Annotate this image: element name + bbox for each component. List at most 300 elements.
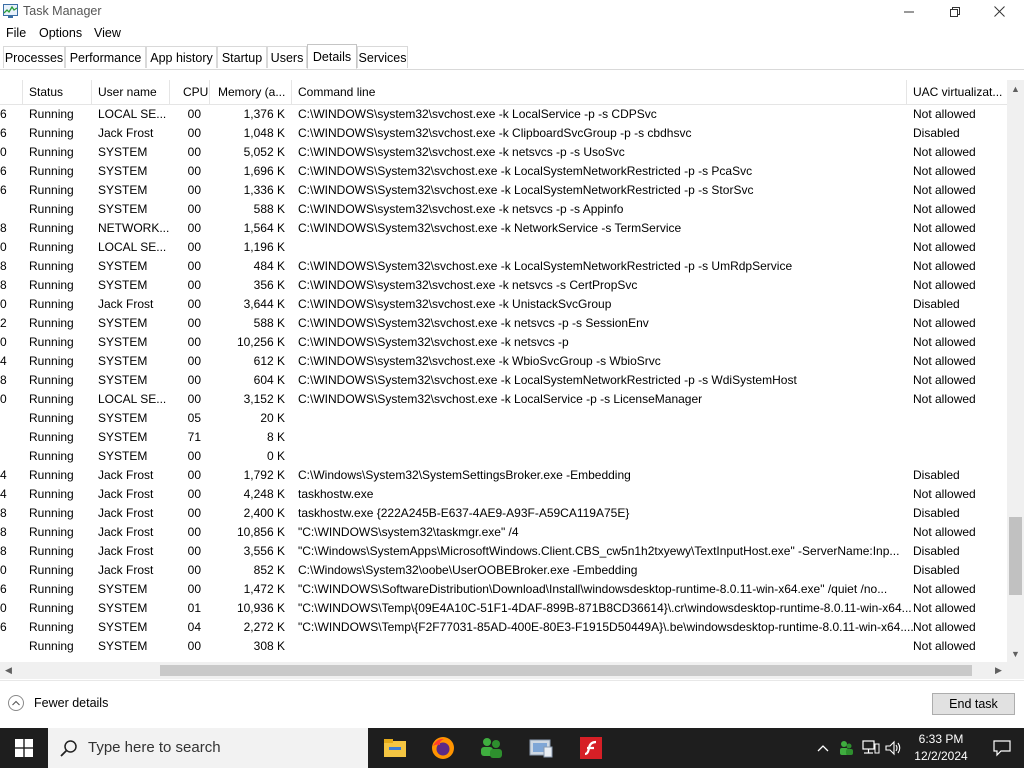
cell-command-line: C:\WINDOWS\system32\svchost.exe -k ClipboardSvcGroup -p -s cbdhsvc (298, 126, 692, 140)
cell-memory: 20 K (260, 411, 285, 425)
table-row[interactable] (0, 485, 1007, 504)
scroll-up-arrow-icon[interactable]: ▲ (1011, 83, 1020, 94)
table-header (0, 80, 1007, 105)
table-row[interactable] (0, 352, 1007, 371)
tab-services[interactable]: Services (357, 46, 408, 68)
cell-uac-virtualization: Not allowed (913, 525, 976, 539)
cell-cpu: 00 (187, 468, 201, 482)
cell-pid: 6 (0, 620, 7, 634)
cell-status: Running (29, 525, 74, 539)
cell-user-name: SYSTEM (98, 430, 148, 444)
cell-pid (0, 428, 6, 447)
cell-status: Running (29, 278, 74, 292)
cell-pid: 0 (0, 145, 7, 159)
cell-user-name: Jack Frost (98, 487, 154, 501)
cell-cpu: 00 (187, 126, 201, 140)
cell-status: Running (29, 392, 74, 406)
cell-status: Running (29, 240, 74, 254)
cell-memory: 1,792 K (243, 468, 285, 482)
cell-cpu: 01 (187, 601, 201, 615)
column-header-status[interactable]: Status (29, 85, 64, 99)
cell-user-name: SYSTEM (98, 582, 148, 596)
cell-command-line: taskhostw.exe {222A245B-E637-4AE9-A93F-A59CA119A75E} (298, 506, 630, 520)
cell-user-name: SYSTEM (98, 411, 148, 425)
cell-memory: 0 K (266, 449, 285, 463)
cell-cpu: 71 (187, 430, 201, 444)
cell-pid: 0 (0, 601, 7, 615)
table-row[interactable] (0, 200, 1007, 219)
cell-cpu: 05 (187, 411, 201, 425)
cell-uac-virtualization: Disabled (913, 468, 960, 482)
end-task-button[interactable]: End task (932, 693, 1015, 715)
cell-pid (0, 447, 6, 466)
cell-memory: 588 K (253, 202, 285, 216)
cell-command-line (298, 409, 905, 428)
cell-uac-virtualization: Not allowed (913, 164, 976, 178)
minimize-button[interactable] (886, 0, 932, 23)
cell-memory: 4,248 K (243, 487, 285, 501)
cell-status: Running (29, 145, 74, 159)
table-row[interactable] (0, 257, 1007, 276)
tab-processes[interactable]: Processes (3, 46, 65, 68)
menu-file[interactable]: File (6, 26, 27, 40)
cell-status: Running (29, 506, 74, 520)
cell-pid: 0 (0, 563, 7, 577)
cell-memory: 1,472 K (243, 582, 285, 596)
cell-uac-virtualization: Not allowed (913, 145, 976, 159)
cell-status: Running (29, 183, 74, 197)
cell-status: Running (29, 126, 74, 140)
cell-status: Running (29, 449, 74, 463)
cell-memory: 356 K (253, 278, 285, 292)
column-header-uac-virtualization[interactable]: UAC virtualizat... (913, 85, 1003, 99)
table-row[interactable] (0, 580, 1007, 599)
table-row[interactable] (0, 333, 1007, 352)
cell-uac-virtualization: Disabled (913, 297, 960, 311)
cell-user-name: Jack Frost (98, 544, 154, 558)
cell-uac-virtualization (913, 428, 1005, 447)
table-row[interactable] (0, 105, 1007, 124)
cell-uac-virtualization: Not allowed (913, 487, 976, 501)
cell-pid: 0 (0, 392, 7, 406)
cell-status: Running (29, 411, 74, 425)
cell-pid: 6 (0, 164, 7, 178)
tab-strip (0, 43, 1024, 70)
cell-cpu: 00 (187, 487, 201, 501)
start-button[interactable] (0, 728, 48, 768)
cell-uac-virtualization: Disabled (913, 544, 960, 558)
cell-command-line: "C:\WINDOWS\Temp\{F2F77031-85AD-400E-80E3-F1915D50449A}\.be\windowsdesktop-runtime-8.0.11-win-x64.... (298, 620, 914, 634)
cell-memory: 588 K (253, 316, 285, 330)
table-row[interactable] (0, 637, 1007, 656)
table-row[interactable] (0, 371, 1007, 390)
cell-status: Running (29, 639, 74, 653)
cell-cpu: 00 (187, 639, 201, 653)
taskbar (0, 728, 1024, 768)
cell-status: Running (29, 430, 74, 444)
taskbar-control-panel[interactable] (518, 728, 564, 768)
cell-command-line: C:\WINDOWS\System32\svchost.exe -k netsvcs -p -s SessionEnv (298, 316, 649, 330)
cell-pid: 4 (0, 468, 7, 482)
column-header-command-line[interactable]: Command line (298, 85, 376, 99)
cell-cpu: 00 (187, 221, 201, 235)
table-row[interactable] (0, 599, 1007, 618)
cell-pid: 8 (0, 259, 7, 273)
cell-uac-virtualization: Not allowed (913, 316, 976, 330)
cell-status: Running (29, 373, 74, 387)
cell-pid: 0 (0, 240, 7, 254)
cell-memory: 10,936 K (236, 601, 285, 615)
cell-status: Running (29, 468, 74, 482)
cell-user-name: Jack Frost (98, 563, 154, 577)
cell-user-name: SYSTEM (98, 449, 148, 463)
fewer-details-button[interactable] (8, 695, 108, 711)
vertical-scroll-thumb[interactable] (1009, 517, 1022, 595)
minimize-icon (904, 7, 914, 17)
cell-pid: 8 (0, 525, 7, 539)
cell-memory: 1,196 K (243, 240, 285, 254)
tab-performance[interactable]: Performance (65, 46, 146, 68)
cell-memory: 3,556 K (243, 544, 285, 558)
cell-status: Running (29, 601, 74, 615)
taskbar-network-users[interactable] (468, 728, 514, 768)
cell-user-name: SYSTEM (98, 259, 148, 273)
cell-user-name: SYSTEM (98, 164, 148, 178)
cell-uac-virtualization: Not allowed (913, 639, 976, 653)
cell-command-line: C:\WINDOWS\System32\svchost.exe -k LocalSystemNetworkRestricted -p -s PcaSvc (298, 164, 753, 178)
cell-pid: 8 (0, 373, 7, 387)
table-row[interactable] (0, 314, 1007, 333)
cell-pid: 8 (0, 278, 7, 292)
cell-status: Running (29, 221, 74, 235)
menu-bar (0, 23, 1024, 43)
close-button[interactable] (976, 0, 1022, 23)
cell-pid: 6 (0, 582, 7, 596)
network-icon (862, 740, 880, 756)
cell-uac-virtualization: Not allowed (913, 240, 976, 254)
cell-status: Running (29, 544, 74, 558)
cell-user-name: SYSTEM (98, 620, 148, 634)
scroll-corner (1007, 662, 1024, 679)
cell-cpu: 00 (187, 240, 201, 254)
column-header-cpu[interactable]: CPU (183, 85, 209, 99)
cell-user-name: SYSTEM (98, 183, 148, 197)
cell-uac-virtualization: Not allowed (913, 601, 976, 615)
cell-command-line (298, 637, 905, 656)
cell-command-line: "C:\WINDOWS\system32\taskmgr.exe" /4 (298, 525, 519, 539)
cell-pid: 6 (0, 107, 7, 121)
cell-pid: 2 (0, 316, 7, 330)
cell-uac-virtualization: Disabled (913, 506, 960, 520)
cell-user-name: SYSTEM (98, 373, 148, 387)
network-users-icon (478, 736, 504, 760)
cell-pid: 6 (0, 183, 7, 197)
network-users-tray-icon (838, 740, 854, 756)
cell-memory: 1,048 K (243, 126, 285, 140)
footer (0, 680, 1024, 729)
tray-network[interactable] (860, 728, 882, 768)
cell-status: Running (29, 297, 74, 311)
menu-options[interactable]: Options (39, 26, 83, 40)
cell-memory: 852 K (253, 563, 285, 577)
cell-pid: 8 (0, 221, 7, 235)
maximize-button[interactable] (932, 0, 978, 23)
cell-cpu: 00 (187, 449, 201, 463)
table-row[interactable] (0, 504, 1007, 523)
table-row[interactable] (0, 143, 1007, 162)
action-center-button[interactable] (980, 728, 1024, 768)
search-placeholder: Type here to search (88, 739, 221, 756)
clock-date: 12/2/2024 (914, 749, 968, 763)
clock-time: 6:33 PM (918, 732, 964, 746)
cell-user-name: SYSTEM (98, 202, 148, 216)
cell-cpu: 00 (187, 145, 201, 159)
cell-command-line: "C:\WINDOWS\Temp\{09E4A10C-51F1-4DAF-899B-871B8CD36614}\.cr\windowsdesktop-runtime-8.0.11-win-x64... (298, 601, 912, 615)
cell-command-line: C:\WINDOWS\system32\svchost.exe -k netsvcs -p -s Appinfo (298, 202, 624, 216)
cell-command-line: C:\Windows\System32\SystemSettingsBroker.exe -Embedding (298, 468, 631, 482)
cell-user-name: Jack Frost (98, 525, 154, 539)
cell-memory: 3,152 K (243, 392, 285, 406)
cell-user-name: SYSTEM (98, 354, 148, 368)
cell-memory: 10,856 K (236, 525, 285, 539)
cell-uac-virtualization: Not allowed (913, 278, 976, 292)
cell-uac-virtualization: Not allowed (913, 335, 976, 349)
cell-command-line (298, 447, 905, 466)
cell-memory: 308 K (253, 639, 285, 653)
cell-uac-virtualization: Disabled (913, 126, 960, 140)
file-explorer-icon (383, 738, 407, 758)
table-row[interactable] (0, 618, 1007, 637)
cell-command-line: C:\Windows\System32\oobe\UserOOBEBroker.exe -Embedding (298, 563, 638, 577)
cell-uac-virtualization: Not allowed (913, 392, 976, 406)
menu-view[interactable]: View (94, 26, 121, 40)
cell-user-name: NETWORK... (98, 221, 170, 235)
cell-pid: 4 (0, 487, 7, 501)
tab-users[interactable]: Users (267, 46, 307, 68)
cell-command-line (298, 428, 905, 447)
cell-command-line: C:\WINDOWS\System32\svchost.exe -k NetworkService -s TermService (298, 221, 682, 235)
close-icon (994, 6, 1005, 17)
cell-uac-virtualization: Not allowed (913, 373, 976, 387)
cell-uac-virtualization: Not allowed (913, 221, 976, 235)
cell-command-line: "C:\Windows\SystemApps\MicrosoftWindows.Client.CBS_cw5n1h2txyewy\TextInputHost.exe" -ServerName:Inp... (298, 544, 900, 558)
cell-cpu: 04 (187, 620, 201, 634)
cell-uac-virtualization: Not allowed (913, 259, 976, 273)
title-bar (0, 0, 1024, 23)
cell-uac-virtualization: Not allowed (913, 354, 976, 368)
cell-pid: 8 (0, 506, 7, 520)
cell-user-name: SYSTEM (98, 335, 148, 349)
cell-uac-virtualization: Not allowed (913, 582, 976, 596)
chevron-up-icon (817, 744, 829, 752)
column-header-memory[interactable]: Memory (a... (218, 85, 286, 99)
cell-cpu: 00 (187, 316, 201, 330)
cell-memory: 2,400 K (243, 506, 285, 520)
cell-cpu: 00 (187, 335, 201, 349)
cell-status: Running (29, 563, 74, 577)
cell-status: Running (29, 582, 74, 596)
table-row[interactable] (0, 390, 1007, 409)
cell-memory: 10,256 K (236, 335, 285, 349)
flash-player-icon (580, 737, 602, 759)
table-row[interactable] (0, 124, 1007, 143)
cell-cpu: 00 (187, 183, 201, 197)
cell-cpu: 00 (187, 202, 201, 216)
restore-icon (950, 7, 960, 17)
cell-uac-virtualization: Not allowed (913, 107, 976, 121)
cell-status: Running (29, 164, 74, 178)
table-row[interactable] (0, 181, 1007, 200)
cell-memory: 5,052 K (243, 145, 285, 159)
cell-memory: 612 K (253, 354, 285, 368)
control-panel-icon (529, 737, 553, 759)
tab-details[interactable]: Details (307, 44, 357, 69)
cell-pid (0, 637, 6, 656)
cell-uac-virtualization: Disabled (913, 563, 960, 577)
cell-user-name: SYSTEM (98, 278, 148, 292)
table-row[interactable] (0, 561, 1007, 580)
cell-memory: 8 K (266, 430, 285, 444)
cell-cpu: 00 (187, 392, 201, 406)
cell-user-name: LOCAL SE... (98, 107, 167, 121)
cell-memory: 604 K (253, 373, 285, 387)
cell-command-line: C:\WINDOWS\System32\svchost.exe -k LocalSystemNetworkRestricted -p -s StorSvc (298, 183, 754, 197)
search-icon (60, 739, 78, 757)
cell-status: Running (29, 354, 74, 368)
cell-command-line: C:\WINDOWS\system32\svchost.exe -k UnistackSvcGroup (298, 297, 612, 311)
cell-status: Running (29, 202, 74, 216)
table-row[interactable] (0, 542, 1007, 561)
cell-user-name: SYSTEM (98, 145, 148, 159)
cell-memory: 1,336 K (243, 183, 285, 197)
cell-memory: 484 K (253, 259, 285, 273)
cell-cpu: 00 (187, 259, 201, 273)
cell-cpu: 00 (187, 107, 201, 121)
cell-cpu: 00 (187, 582, 201, 596)
horizontal-scrollbar[interactable] (0, 662, 1007, 679)
table-row[interactable] (0, 428, 1007, 447)
scroll-right-arrow-icon[interactable]: ▶ (995, 665, 1002, 675)
cell-status: Running (29, 620, 74, 634)
cell-pid: 4 (0, 354, 7, 368)
table-row[interactable] (0, 238, 1007, 257)
volume-icon (885, 740, 903, 756)
table-row[interactable] (0, 162, 1007, 181)
horizontal-scroll-thumb[interactable] (160, 665, 972, 676)
table-row[interactable] (0, 219, 1007, 238)
cell-pid (0, 200, 6, 219)
taskbar-file-explorer[interactable] (372, 728, 418, 768)
task-manager-icon (3, 4, 18, 18)
cell-pid: 0 (0, 297, 7, 311)
tray-network-users[interactable] (836, 728, 856, 768)
column-header-user-name[interactable]: User name (98, 85, 157, 99)
cell-status: Running (29, 335, 74, 349)
cell-uac-virtualization: Not allowed (913, 620, 976, 634)
cell-cpu: 00 (187, 544, 201, 558)
cell-memory: 1,376 K (243, 107, 285, 121)
cell-command-line: C:\WINDOWS\system32\svchost.exe -k WbioSvcGroup -s WbioSrvc (298, 354, 661, 368)
fewer-details-label: Fewer details (34, 696, 109, 710)
cell-command-line: taskhostw.exe (298, 487, 374, 501)
cell-pid: 8 (0, 544, 7, 558)
cell-cpu: 00 (187, 373, 201, 387)
cell-user-name: Jack Frost (98, 297, 154, 311)
scroll-left-arrow-icon[interactable]: ◀ (5, 665, 12, 675)
cell-status: Running (29, 316, 74, 330)
cell-uac-virtualization (913, 409, 1005, 428)
cell-uac-virtualization: Not allowed (913, 183, 976, 197)
chevron-up-icon (8, 695, 24, 711)
cell-command-line: C:\WINDOWS\System32\svchost.exe -k LocalService -p -s LicenseManager (298, 392, 703, 406)
table-row[interactable] (0, 295, 1007, 314)
scroll-down-arrow-icon[interactable]: ▼ (1011, 648, 1020, 659)
cell-memory: 1,564 K (243, 221, 285, 235)
tray-volume[interactable] (884, 728, 904, 768)
cell-memory: 2,272 K (243, 620, 285, 634)
cell-cpu: 00 (187, 278, 201, 292)
cell-cpu: 00 (187, 525, 201, 539)
cell-user-name: Jack Frost (98, 468, 154, 482)
table-row[interactable] (0, 523, 1007, 542)
cell-cpu: 00 (187, 354, 201, 368)
cell-command-line: C:\WINDOWS\system32\svchost.exe -k netsvcs -p -s UsoSvc (298, 145, 625, 159)
table-row[interactable] (0, 447, 1007, 466)
taskbar-flash-player[interactable] (568, 728, 614, 768)
vertical-scrollbar[interactable] (1007, 80, 1024, 662)
cell-user-name: SYSTEM (98, 601, 148, 615)
cell-uac-virtualization (913, 447, 1005, 466)
cell-memory: 3,644 K (243, 297, 285, 311)
cell-user-name: LOCAL SE... (98, 240, 167, 254)
cell-cpu: 00 (187, 506, 201, 520)
cell-pid (0, 409, 6, 428)
cell-cpu: 00 (187, 164, 201, 178)
cell-uac-virtualization: Not allowed (913, 202, 976, 216)
firefox-icon (431, 736, 455, 760)
tab-startup[interactable]: Startup (217, 46, 267, 68)
taskbar-search-box[interactable] (48, 728, 368, 768)
details-table (0, 80, 1007, 662)
show-hidden-icons-button[interactable] (814, 728, 832, 768)
cell-cpu: 00 (187, 563, 201, 577)
cell-user-name: SYSTEM (98, 316, 148, 330)
window-title: Task Manager (23, 4, 102, 18)
cell-user-name: Jack Frost (98, 506, 154, 520)
cell-memory: 1,696 K (243, 164, 285, 178)
table-row[interactable] (0, 466, 1007, 485)
cell-command-line: C:\WINDOWS\System32\svchost.exe -k LocalSystemNetworkRestricted -p -s WdiSystemHost (298, 373, 797, 387)
cell-command-line: C:\WINDOWS\System32\svchost.exe -k netsvcs -p (298, 335, 569, 349)
cell-user-name: LOCAL SE... (98, 392, 167, 406)
tab-app-history[interactable]: App history (146, 46, 217, 68)
notification-icon (993, 740, 1011, 756)
cell-command-line: C:\WINDOWS\system32\svchost.exe -k LocalService -p -s CDPSvc (298, 107, 657, 121)
taskbar-clock[interactable] (905, 731, 977, 765)
windows-logo-icon (15, 739, 33, 757)
cell-status: Running (29, 107, 74, 121)
table-row[interactable] (0, 276, 1007, 295)
table-row[interactable] (0, 409, 1007, 428)
cell-command-line (298, 238, 905, 257)
cell-pid: 0 (0, 335, 7, 349)
cell-status: Running (29, 259, 74, 273)
cell-command-line: C:\WINDOWS\System32\svchost.exe -k LocalSystemNetworkRestricted -p -s UmRdpService (298, 259, 793, 273)
taskbar-firefox[interactable] (420, 728, 466, 768)
cell-command-line: "C:\WINDOWS\SoftwareDistribution\Download\Install\windowsdesktop-runtime-8.0.11-win-x64.exe" /quiet /no... (298, 582, 888, 596)
cell-pid: 6 (0, 126, 7, 140)
cell-user-name: SYSTEM (98, 639, 148, 653)
